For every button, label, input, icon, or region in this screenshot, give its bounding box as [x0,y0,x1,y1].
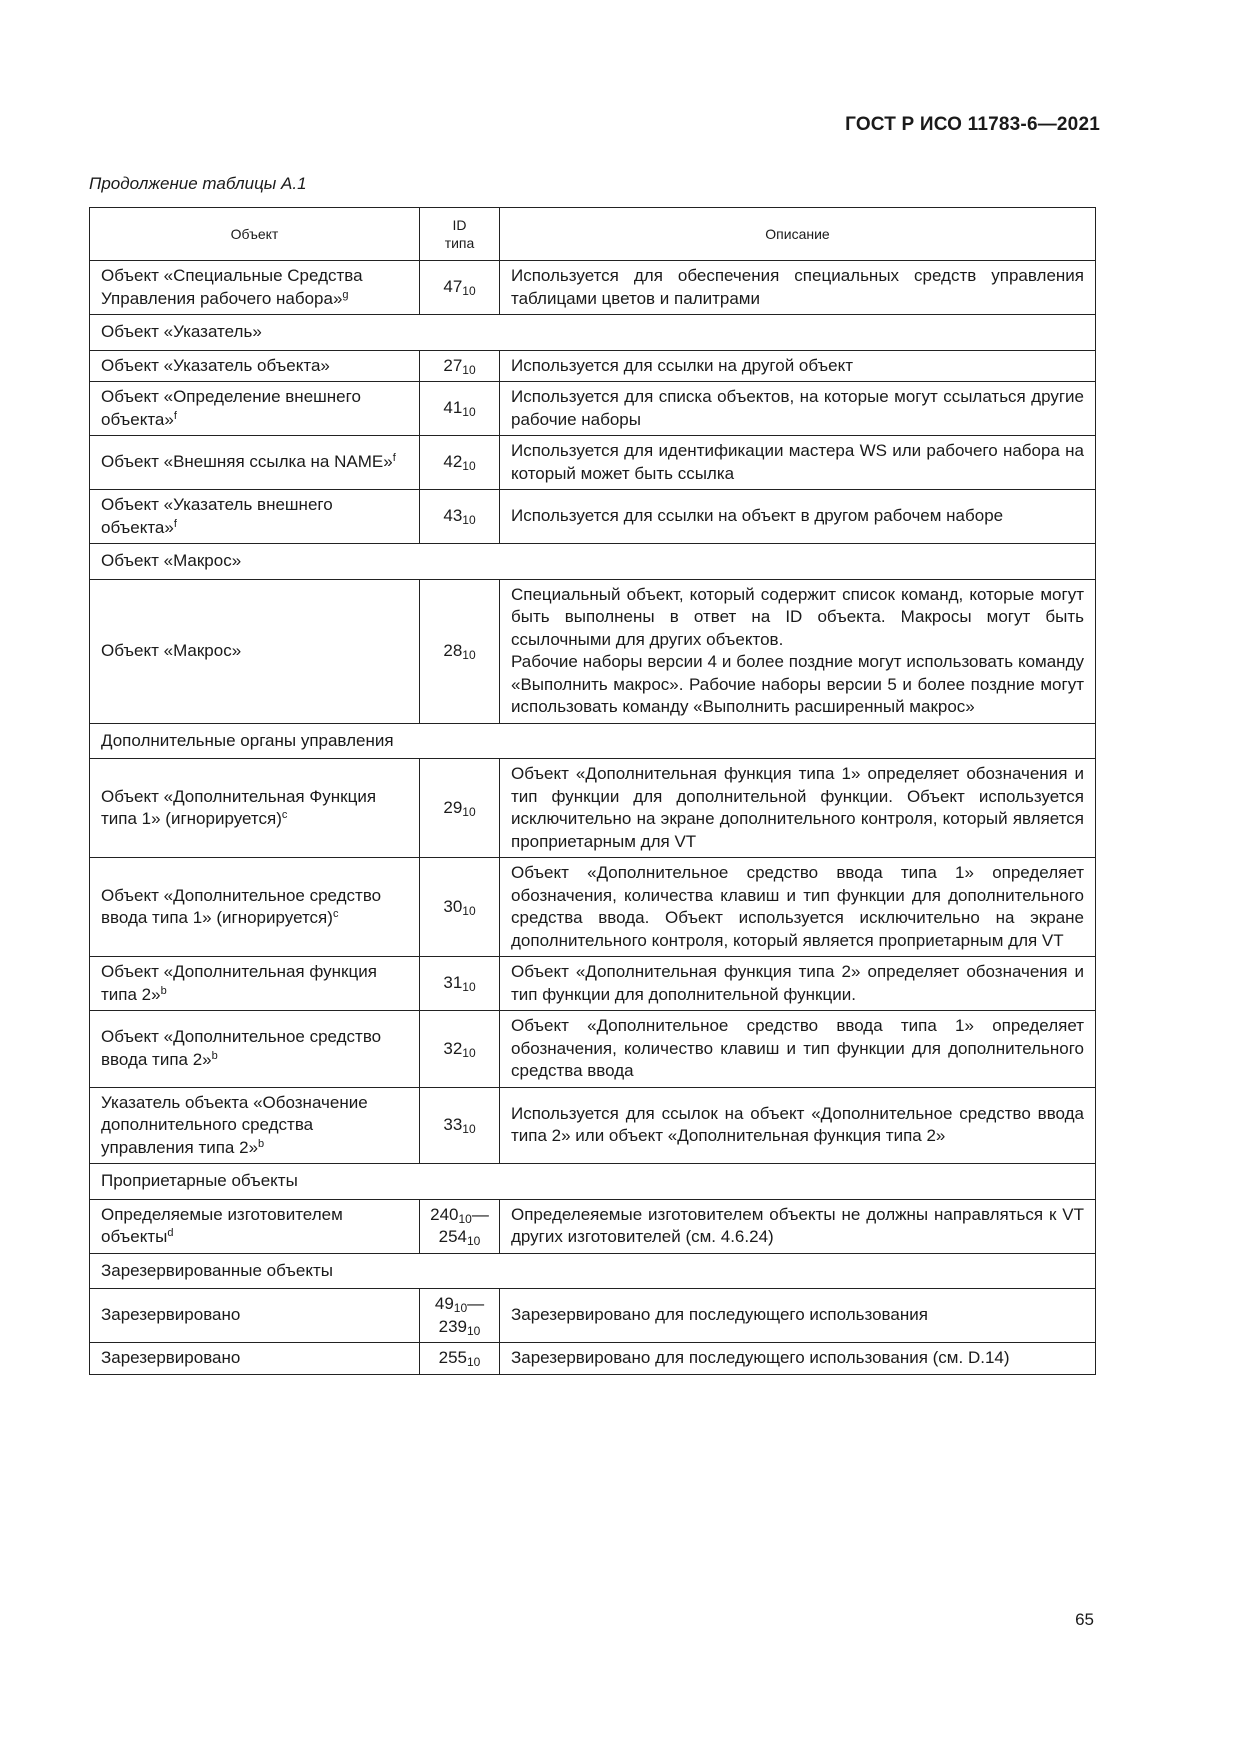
object-cell [90,382,420,436]
object-name: Объект «Внешняя ссылка на NAME» [101,452,393,472]
radix-subscript: 10 [462,284,476,299]
description-text: Используется для списка объектов, на которые могут ссылаться другие рабочие наборы [511,387,1084,429]
description-text: Специальный объект, который содержит список команд, которые могут быть выполнены в ответ на ID объекта. Макросы могут быть ссылочными для других объектов. [511,584,1084,649]
description-cell [500,1011,1096,1088]
type-id-value: 28 [443,640,463,660]
table-row [90,858,1096,957]
type-id-cell [420,490,500,544]
footnote-marker: b [160,984,167,997]
object-cell [90,1199,420,1253]
object-cell [90,261,420,315]
footnote-marker: f [173,409,177,422]
footnote-marker: b [211,1049,218,1062]
radix-subscript: 10 [462,1045,476,1060]
description-cell [500,1199,1096,1253]
description-cell [500,382,1096,436]
object-name: Зарезервировано [101,1305,241,1325]
object-types-table [89,207,1096,1375]
object-name: Объект «Дополнительная Функция типа 1» (игнорируется) [101,786,377,828]
column-header-description: Описание [500,208,1096,261]
object-cell [90,1343,420,1375]
description-text: Определеяемые изготовителем объекты не должны направляться к VT других изготовителей (см. 4.6.24) [511,1204,1084,1246]
table-row [90,490,1096,544]
type-id-cell [420,759,500,858]
type-id-value: 27 [443,355,463,375]
object-name: Объект «Дополнительное средство ввода типа 2» [101,1027,382,1069]
column-header-object: Объект [90,208,420,261]
description-cell [500,1289,1096,1343]
radix-subscript: 10 [462,362,476,377]
section-label: Проприетарные объекты [90,1164,1096,1200]
type-id-range-end: 254 [438,1227,467,1246]
type-id-cell [420,1289,500,1343]
range-dash: — [471,1204,489,1224]
column-header-id-line2: типа [444,235,475,251]
description-text: Используется для ссылок на объект «Дополнительное средство ввода типа 2» или объект «Дополнительная функция типа 2» [511,1103,1084,1146]
type-id-cell [420,1199,500,1253]
type-id-value: 32 [443,1038,463,1058]
description-text: Используется для ссылки на объект в другом рабочем наборе [511,506,1004,526]
description-cell [500,261,1096,315]
radix-subscript: 10 [462,405,476,420]
table-row [90,579,1096,723]
type-id-value: 42 [443,452,463,472]
description-text: Объект «Дополнительное средство ввода типа 1» определяет обозначения, количество клавиш и тип функции для дополнительного средства ввода [511,1016,1084,1080]
page-number: 65 [1075,1610,1094,1629]
section-row [90,1253,1096,1289]
object-name: Объект «Дополнительная функция типа 2» [101,962,377,1004]
object-cell [90,436,420,490]
radix-subscript: 10 [453,1301,468,1315]
description-text: Зарезервировано для последующего использования [511,1305,928,1325]
type-id-cell [420,1087,500,1164]
description-cell [500,579,1096,723]
object-name: Объект «Макрос» [101,640,242,660]
object-cell [90,759,420,858]
type-id-value: 47 [443,277,463,297]
table-row [90,382,1096,436]
object-name: Указатель объекта «Обозначение дополнительного средства управления типа 2» [101,1092,368,1157]
section-label: Зарезервированные объекты [90,1253,1096,1289]
table-row [90,1199,1096,1253]
description-cell [500,858,1096,957]
footnote-marker: b [258,1137,265,1150]
description-text: Объект «Дополнительное средство ввода типа 1» определяет обозначения, количества клавиш и тип функции для дополнительного средства ввода. Объект используется исключительно на экране дополнительного контроля, который является проприетарным для VT [511,863,1084,950]
table-row [90,350,1096,382]
section-row [90,1164,1096,1200]
description-text: Используется для идентификации мастера WS или рабочего набора на который может быть ссылка [511,441,1084,483]
type-id-cell [420,957,500,1011]
radix-subscript: 10 [462,1122,476,1136]
table-row [90,1087,1096,1164]
object-cell [90,1011,420,1088]
radix-subscript: 10 [462,903,476,918]
type-id-cell [420,261,500,315]
object-cell [90,1289,420,1343]
section-label: Объект «Макрос» [90,544,1096,580]
section-row [90,544,1096,580]
object-name: Объект «Специальные Средства Управления рабочего набора» [101,266,363,308]
footnote-marker: d [167,1227,174,1239]
radix-subscript: 10 [462,459,476,474]
section-label: Дополнительные органы управления [90,723,1096,759]
type-id-cell [420,858,500,957]
type-id-cell [420,579,500,723]
type-id-value: 29 [443,797,463,817]
type-id-cell [420,350,500,382]
description-cell [500,350,1096,382]
footnote-marker: g [342,288,349,301]
type-id-value: 255 [438,1348,467,1367]
table-row [90,1343,1096,1375]
description-text: Используется для ссылки на другой объект [511,355,854,375]
table-body [90,261,1096,1375]
radix-subscript: 10 [462,647,476,662]
object-cell [90,350,420,382]
radix-subscript: 10 [458,1211,472,1226]
table-row [90,957,1096,1011]
radix-subscript: 10 [462,804,476,819]
radix-subscript: 10 [467,1355,481,1369]
range-dash: — [467,1294,485,1313]
document-header: ГОСТ Р ИСО 11783-6—2021 [845,114,1100,135]
section-label: Объект «Указатель» [90,315,1096,351]
type-id-value: 41 [443,398,463,418]
type-id-value: 49 [434,1294,454,1313]
type-id-cell [420,1011,500,1088]
radix-subscript: 10 [462,980,476,995]
object-cell [90,579,420,723]
type-id-range-end: 239 [438,1316,467,1336]
type-id-value: 30 [443,896,463,916]
type-id-value: 43 [443,506,463,526]
description-text-continued: Рабочие наборы версии 4 и более поздние могут использовать команду «Выполнить макрос». Рабочие наборы версии 5 и более поздние могут использовать команду «Выполнить расширенный макрос» [511,652,1084,716]
object-cell [90,858,420,957]
description-text: Объект «Дополнительная функция типа 1» определяет обозначения и тип функции для дополнительной функции. Объект используется исключительно на экране дополнительного контроля, который является проприетарным для VT [511,764,1084,851]
table-row [90,261,1096,315]
radix-subscript: 10 [467,1234,481,1248]
type-id-value: 33 [443,1115,463,1134]
table-row [90,759,1096,858]
table-caption: Продолжение таблицы А.1 [89,174,307,193]
object-name: Зарезервировано [101,1348,241,1367]
radix-subscript: 10 [467,1323,481,1338]
type-id-cell [420,382,500,436]
type-id-value: 240 [430,1204,459,1224]
object-name: Объект «Дополнительное средство ввода типа 1» (игнорируется) [101,885,382,927]
footnote-marker: c [332,908,339,920]
object-cell [90,490,420,544]
footnote-marker: f [392,452,396,465]
radix-subscript: 10 [462,513,476,528]
description-text: Используется для обеспечения специальных средств управления таблицами цветов и палитрами [511,266,1084,308]
description-cell [500,1343,1096,1375]
table-row [90,1011,1096,1088]
description-cell [500,957,1096,1011]
footnote-marker: c [281,809,288,821]
description-cell [500,490,1096,544]
column-header-id-line1: ID [452,217,467,233]
column-header-id [420,208,500,261]
object-cell [90,957,420,1011]
object-name: Определяемые изготовителем объекты [101,1204,343,1246]
object-cell [90,1087,420,1164]
table-row [90,1289,1096,1343]
object-name: Объект «Определение внешнего объекта» [101,387,361,429]
description-text: Зарезервировано для последующего использования (см. D.14) [511,1348,1010,1367]
type-id-cell [420,436,500,490]
footnote-marker: f [173,517,177,530]
object-name: Объект «Указатель объекта» [101,355,330,375]
description-cell [500,759,1096,858]
section-row [90,723,1096,759]
description-text: Объект «Дополнительная функция типа 2» определяет обозначения и тип функции для дополнительной функции. [511,962,1084,1004]
description-cell [500,1087,1096,1164]
type-id-value: 31 [443,973,463,993]
section-row [90,315,1096,351]
table-row [90,436,1096,490]
description-cell [500,436,1096,490]
type-id-cell [420,1343,500,1375]
object-name: Объект «Указатель внешнего объекта» [101,495,333,537]
table-header-row [90,208,1096,261]
